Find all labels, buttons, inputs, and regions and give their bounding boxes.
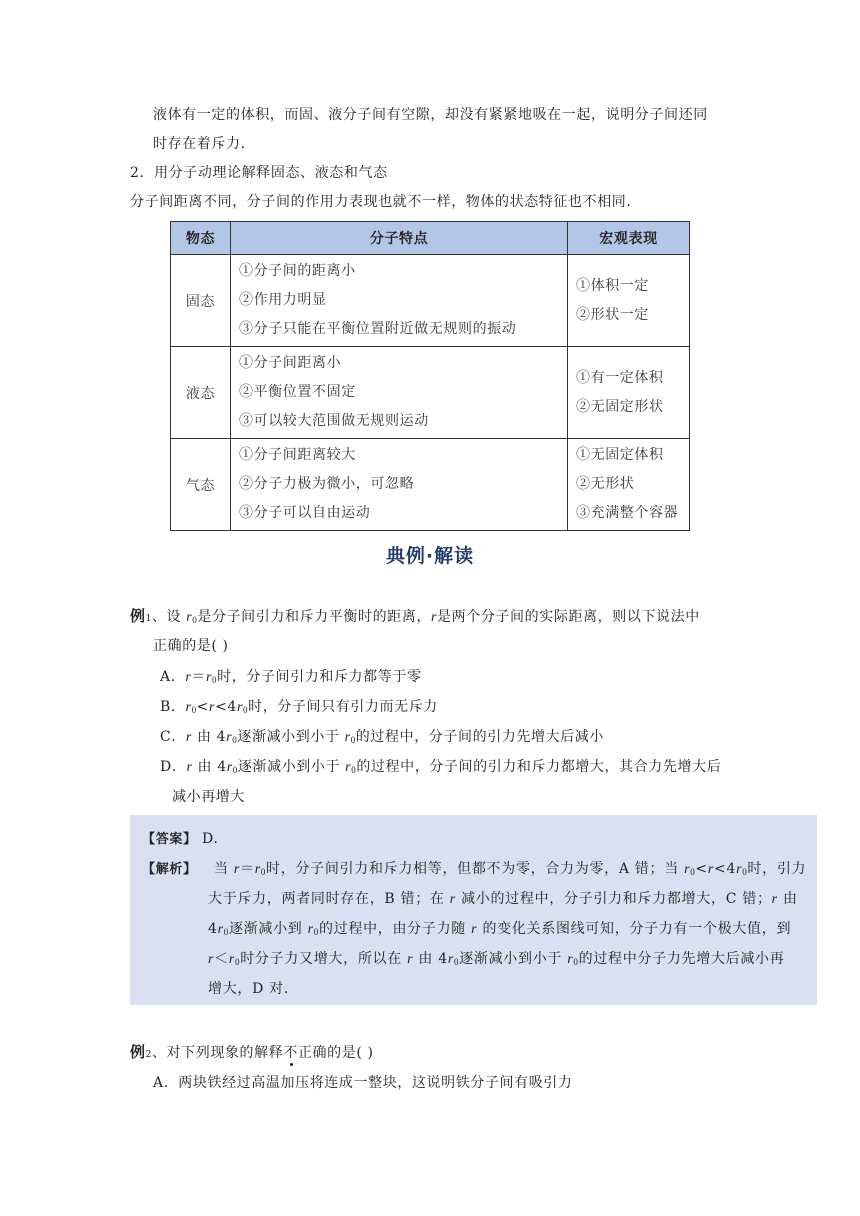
option-text: 时，分子间引力和斥力都等于零	[217, 669, 422, 685]
intro-line-2: 时存在着斥力．	[153, 136, 256, 152]
feature-item: ②分子力极为微小，可忽略	[239, 476, 415, 492]
symbol-lt: <	[215, 699, 228, 715]
analysis-line-5: 增大，D 对．	[208, 981, 299, 997]
macro-cell	[568, 255, 690, 347]
symbol-r: r	[185, 730, 192, 745]
analysis-text: 时，分子间引力和斥力相等，但都不为零，合力为零，A 错；当	[266, 861, 685, 877]
feature-item: ③分子只能在平衡位置附近做无规则的振动	[239, 321, 517, 337]
stem-text: 是分子间引力和斥力平衡时的距离，	[197, 609, 431, 625]
symbol-eq: ＝	[239, 861, 255, 877]
symbol-r: r	[430, 610, 438, 625]
features-cell	[231, 347, 568, 439]
analysis-line-1	[142, 859, 806, 882]
analysis-text: 由 4	[413, 951, 448, 967]
example2-stem	[130, 1042, 374, 1065]
symbol-r0: $r_0$	[226, 760, 238, 775]
intro-paragraph: 分子间距离不同，分子间的作用力表现也就不一样，物体的状态特征也不相同．	[130, 194, 641, 210]
symbol-lt: ＜	[214, 951, 229, 967]
analysis-text: 时分子力又增大，所以在	[240, 951, 408, 967]
answer-line	[142, 829, 219, 850]
symbol-r: r	[471, 922, 478, 937]
table-header-row	[171, 222, 690, 255]
symbol-r0: $r_0$	[736, 862, 748, 877]
symbol-r0: $r_0$	[186, 610, 198, 625]
table-row	[171, 439, 690, 531]
header-state: 物态	[171, 222, 231, 255]
state-name: 液态	[171, 347, 231, 439]
analysis-text: 时，引力	[747, 861, 807, 877]
option-letter: D．	[160, 759, 187, 775]
header-features: 分子特点	[231, 222, 568, 255]
symbol-r0: $r_0$	[344, 730, 356, 745]
analysis-text: 由	[777, 891, 798, 907]
option-text: 逐渐减小到小于	[237, 759, 346, 775]
symbol-r0: $r_0$	[345, 760, 357, 775]
stem-text: 、对下列现象的解释	[151, 1045, 284, 1061]
symbol-r: r	[208, 952, 215, 967]
answer-box	[130, 815, 817, 1005]
analysis-line-2	[208, 889, 798, 910]
stem-text: 是两个分子间的实际距离，则以下说法中	[437, 609, 700, 625]
macro-item: ②无固定形状	[576, 398, 664, 415]
example-label: 例	[130, 607, 146, 625]
symbol-r: r	[449, 892, 456, 907]
analysis-line-3	[208, 919, 791, 942]
stem-text: 正确的是( )	[297, 1045, 374, 1061]
answer-value: D.	[201, 831, 219, 847]
symbol-r0: $r_0$	[228, 952, 241, 967]
feature-item: ①分子间的距离小	[239, 263, 356, 279]
analysis-text: 大于斥力，两者同时存在，B 错；在	[208, 891, 450, 907]
option-text: 由 4	[191, 729, 227, 745]
feature-item: ③可以较大范围做无规则运动	[239, 413, 429, 429]
intro-line-1: 液体有一定的体积，而固、液分子间有空隙，却没有紧紧地吸在一起，说明分子间还同	[153, 107, 708, 123]
option-letter: A．	[160, 669, 186, 685]
section-heading-2: 2．用分子动理论解释固态、液态和气态	[130, 165, 388, 181]
example-number: 2	[145, 1050, 152, 1060]
option-d-line2: 减小再增大	[172, 789, 245, 805]
symbol-four: 4	[726, 861, 737, 877]
symbol-r0: $r_0$	[447, 952, 460, 967]
symbol-four: 4	[227, 699, 237, 715]
symbol-lt: <	[196, 699, 210, 715]
analysis-text: 的过程中分子力先增大后减小再	[578, 951, 785, 967]
analysis-text: 的过程中，由分子力随	[318, 921, 472, 937]
option-text: 时，分子间只有引力而无斥力	[248, 699, 438, 715]
symbol-lt: <	[695, 861, 708, 877]
macro-item: ①有一定体积	[576, 369, 664, 386]
feature-item: ②作用力明显	[239, 292, 327, 308]
analysis-line-4	[208, 949, 784, 972]
macro-cell	[568, 347, 690, 439]
macro-item: ②形状一定	[576, 306, 649, 323]
symbol-eq: ＝	[191, 669, 206, 685]
option-letter: C．	[160, 729, 186, 745]
answer-tag: 【答案】	[142, 832, 197, 847]
symbol-r0: $r_0$	[307, 922, 319, 937]
feature-item: ①分子间距离较大	[239, 447, 356, 463]
option-letter: B．	[160, 699, 186, 715]
symbol-r: r	[233, 862, 240, 877]
symbol-r: r	[407, 952, 414, 967]
symbol-r: r	[185, 670, 192, 685]
macro-item: ①无固定体积	[576, 447, 664, 463]
features-cell	[231, 439, 568, 531]
emphasis-text: 不	[283, 1045, 298, 1061]
analysis-text: 减小的过程中，分子引力和斥力都增大，C 错；	[455, 891, 772, 907]
option-text: 由 4	[192, 759, 227, 775]
example2-option-a[interactable]: A．两块铁经过高温加压将连成一整块，这说明铁分子间有吸引力	[153, 1075, 573, 1091]
features-cell	[231, 255, 568, 347]
option-c[interactable]	[160, 727, 604, 750]
state-name: 气态	[171, 439, 231, 531]
option-d[interactable]	[160, 757, 721, 780]
symbol-r: r	[186, 760, 193, 775]
section-title: 典例·解读	[385, 545, 475, 567]
analysis-text: 逐渐减小到	[228, 921, 308, 937]
state-name: 固态	[171, 255, 231, 347]
symbol-r: r	[209, 700, 216, 715]
symbol-r0: $r_0$	[684, 862, 696, 877]
symbol-r0: $r_0$	[236, 700, 249, 715]
option-b[interactable]	[160, 697, 438, 720]
table-row	[171, 255, 690, 347]
symbol-r: r	[771, 892, 778, 907]
states-table	[170, 221, 690, 531]
macro-item: ①体积一定	[576, 277, 649, 294]
table-row	[171, 347, 690, 439]
symbol-r0: $r_0$	[185, 700, 197, 715]
analysis-text: 4	[208, 921, 218, 937]
analysis-text: 逐渐减小到小于	[459, 951, 568, 967]
header-macro: 宏观表现	[568, 222, 690, 255]
symbol-r0: $r_0$	[226, 730, 238, 745]
example1-stem-line2: 正确的是( )	[153, 638, 229, 654]
analysis-text: 当	[213, 861, 234, 877]
macro-item: ③充满整个容器	[576, 505, 679, 521]
option-text: 的过程中，分子间的引力和斥力都增大，其合力先增大后	[356, 759, 722, 775]
option-text: 逐渐减小到小于	[237, 729, 345, 745]
example-number: 1	[145, 614, 152, 624]
option-a[interactable]	[160, 667, 422, 690]
symbol-r: r	[707, 862, 715, 877]
analysis-tag: 【解析】	[142, 862, 197, 877]
feature-item: ③分子可以自由运动	[239, 505, 371, 521]
feature-item: ②平衡位置不固定	[239, 384, 356, 400]
symbol-r0: $r_0$	[567, 952, 579, 967]
option-text: 的过程中，分子间的引力先增大后减小	[355, 729, 604, 745]
macro-cell	[568, 439, 690, 531]
stem-text: 、设	[151, 609, 187, 625]
symbol-r0: $r_0$	[254, 862, 267, 877]
example-label: 例	[130, 1043, 146, 1061]
macro-item: ②无形状	[576, 476, 635, 492]
symbol-r0: $r_0$	[205, 670, 218, 685]
analysis-text: 的变化关系图线可知，分子力有一个极大值，到	[477, 921, 792, 937]
symbol-r0: $r_0$	[217, 922, 229, 937]
example1-stem	[130, 606, 700, 630]
symbol-lt: <	[714, 861, 727, 877]
feature-item: ①分子间距离小	[239, 355, 342, 371]
